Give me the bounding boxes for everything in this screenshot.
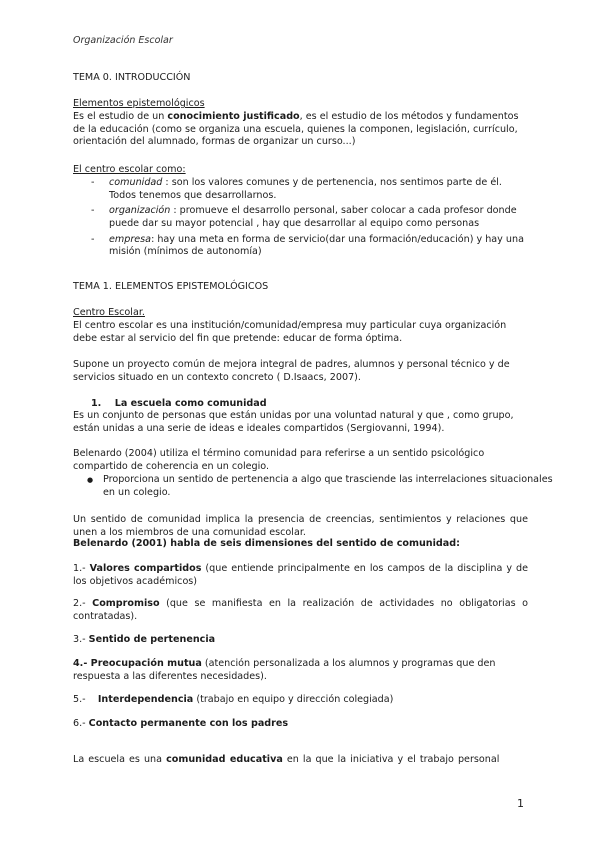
belenardo-paragraph: Belenardo (2004) utiliza el término comunidad para referirse a un sentido psicológico compartido de coherencia en un colegio. bbox=[73, 448, 485, 472]
text-run: en la que la iniciativa y el trabajo personal bbox=[282, 754, 500, 765]
list-item bbox=[91, 205, 528, 230]
dimension-4 bbox=[73, 658, 528, 683]
section-title-elementos: Elementos epistemológicos bbox=[73, 98, 205, 109]
tema1-heading: TEMA 1. ELEMENTOS EPISTEMOLÓGICOS bbox=[73, 281, 269, 292]
dimension-5 bbox=[73, 694, 528, 707]
dimension-num: 2.- bbox=[73, 598, 93, 609]
elementos-paragraph bbox=[73, 111, 528, 149]
escuela-number: 1. bbox=[91, 398, 102, 409]
bold-term: conocimiento justificado bbox=[167, 111, 300, 122]
dimension-text: (que se manifiesta en la realización de actividades no obligatorias o contratadas). bbox=[73, 598, 528, 622]
item-term: empresa bbox=[109, 233, 152, 245]
section-title-centro-escolar: Centro Escolar. bbox=[73, 307, 145, 318]
list-item bbox=[91, 177, 528, 202]
dimension-text: (trabajo en equipo y dirección colegiada) bbox=[193, 694, 394, 705]
dimension-num: 1.- bbox=[73, 563, 90, 574]
dimension-text: (atención personalizada a los alumnos y programas que den respuesta a las diferentes necesidades). bbox=[73, 658, 496, 682]
final-paragraph bbox=[73, 754, 528, 767]
text-run: La escuela es una bbox=[73, 754, 167, 765]
proyecto-paragraph: Supone un proyecto común de mejora integral de padres, alumnos y personal técnico y de servicios situado en un contexto concreto ( D.Isaacs, 2007). bbox=[73, 359, 510, 383]
bold-term: comunidad educativa bbox=[166, 754, 283, 765]
dimension-title: Compromiso bbox=[92, 598, 160, 609]
dimension-title: Sentido de pertenencia bbox=[88, 634, 216, 645]
dimension-num: 4.- bbox=[73, 658, 91, 669]
bullet-text: Proporciona un sentido de pertenencia a algo que trasciende las interrelaciones situacionales en un colegio. bbox=[103, 474, 553, 498]
dimension-2 bbox=[73, 598, 528, 623]
item-term: organización bbox=[109, 205, 171, 217]
escuela-title: La escuela como comunidad bbox=[114, 398, 267, 409]
dimension-title: Preocupación mutua bbox=[90, 658, 202, 669]
running-header: Organización Escolar bbox=[73, 35, 173, 46]
escuela-paragraph: Es un conjunto de personas que están unidas por una voluntad natural y que , como grupo, están unidas a una serie de ideas e ideales compartidos (Sergiovanni, 1994). bbox=[73, 410, 514, 434]
centro-escolar-paragraph: El centro escolar es una institución/comunidad/empresa muy particular cuya organización debe estar al servicio del fin que pretende: educar de forma óptima. bbox=[73, 320, 507, 344]
text-run: , es el estudio de los métodos y fundamentos de la educación (como se organiza una escuela, quienes la componen, legislación, currículo, orientación del alumnado, formas de organizar un curso...) bbox=[73, 111, 519, 148]
tema0-heading: TEMA 0. INTRODUCCIÓN bbox=[73, 72, 191, 83]
belenardo-2001: Belenardo (2001) habla de seis dimensiones del sentido de comunidad: bbox=[73, 538, 460, 549]
dimension-text: (que entiende principalmente en los campos de la disciplina y de los objetivos académicos) bbox=[73, 563, 528, 587]
list-item bbox=[91, 234, 528, 259]
document-page bbox=[73, 0, 553, 765]
sentido-paragraph: Un sentido de comunidad implica la presencia de creencias, sentimientos y relaciones que unen a los miembros de una comunidad escolar. bbox=[73, 514, 528, 538]
dimension-1 bbox=[73, 563, 528, 588]
dimension-6 bbox=[73, 718, 528, 731]
centro-como-list bbox=[91, 177, 528, 262]
item-text: : son los valores comunes y de pertenencia, nos sentimos parte de él. Todos tenemos que desarrollarnos. bbox=[109, 177, 502, 201]
text-run: Es el estudio de un bbox=[73, 111, 168, 122]
dimension-num: 6.- bbox=[73, 718, 89, 729]
item-term: comunidad bbox=[109, 177, 163, 188]
dimension-3 bbox=[73, 634, 528, 647]
page-number: 1 bbox=[517, 797, 524, 810]
dimension-title: Valores compartidos bbox=[89, 563, 202, 574]
bullet-item bbox=[73, 474, 558, 499]
dimension-title: Contacto permanente con los padres bbox=[88, 718, 289, 729]
dimension-title: Interdependencia bbox=[97, 694, 194, 705]
dimension-num: 3.- bbox=[73, 634, 89, 645]
section-title-centro-como: El centro escolar como: bbox=[73, 164, 186, 175]
item-text: : hay una meta en forma de servicio(dar una formación/educación) y hay una misión (mínimos de autonomía) bbox=[109, 233, 524, 258]
dimension-num: 5.- bbox=[73, 694, 98, 705]
escuela-heading bbox=[73, 398, 546, 411]
item-text: : promueve el desarrollo personal, saber colocar a cada profesor donde puede dar su mayor potencial , hay que desarrollar al equipo como personas bbox=[109, 205, 517, 229]
